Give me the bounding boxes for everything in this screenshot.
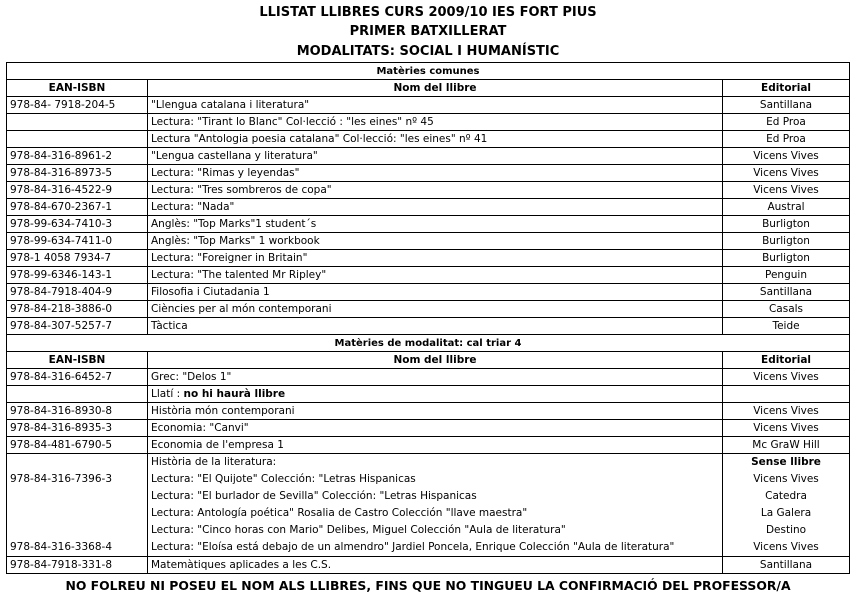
editorial-cell: Vicens Vives [723,182,850,199]
col-header-name: Nom del llibre [148,80,723,97]
col-header-name: Nom del llibre [148,352,723,369]
literature-name: Lectura: "Eloísa está debajo de un almendro" Jardiel Poncela, Enrique Colección "Aula de literatura" [151,541,675,553]
name-cell: Anglès: "Top Marks" 1 workbook [148,233,723,250]
book-row [7,182,850,199]
isbn-cell: 978-99-6346-143-1 [7,267,148,284]
name-cell: Grec: "Delos 1" [148,369,723,386]
title-line-1: LLISTAT LLIBRES CURS 2009/10 IES FORT PIUS [259,5,597,20]
section-modality-row [7,335,850,352]
isbn-spacer [7,454,147,471]
book-row [7,148,850,165]
editorial-cell: Burligton [723,233,850,250]
col-header-isbn: EAN-ISBN [7,352,148,369]
isbn-cell [7,114,148,131]
isbn-cell: 978-99-634-7410-3 [7,216,148,233]
editorial-cell [723,386,850,403]
name-cell: Lectura: "Foreigner in Britain" [148,250,723,267]
isbn-cell: 978-99-634-7411-0 [7,233,148,250]
literature-editorial: Destino [765,524,807,536]
col-header-editorial: Editorial [723,352,850,369]
name-cell: Anglès: "Top Marks"1 student´s [148,216,723,233]
name-cell: Tàctica [148,318,723,335]
editorial-cell: Vicens Vives [723,420,850,437]
book-row [7,165,850,182]
literature-editorial: La Galera [760,507,812,519]
literature-name: Lectura: Antología poética" Rosalia de Castro Colección "llave maestra" [151,507,528,519]
book-row [7,557,850,574]
editorial-cell: Casals [723,301,850,318]
isbn-cell: 978-84-316-4522-9 [7,182,148,199]
literature-isbn-first: 978-84-316-7396-3 [10,473,113,485]
isbn-spacer [7,505,147,522]
isbn-cell: 978-84-316-8935-3 [7,420,148,437]
literature-name: Lectura: "Cinco horas con Mario" Delibes, Miguel Colección "Aula de literatura" [151,524,566,536]
section-common-row [7,63,850,80]
book-row [7,250,850,267]
isbn-cell [7,386,148,403]
editorial-cell: Ed Proa [723,114,850,131]
name-cell: Economia de l'empresa 1 [148,437,723,454]
name-cell: Lectura: "Tirant lo Blanc" Col·lecció : "les eines" nº 45 [148,114,723,131]
isbn-cell: 978-84-316-8930-8 [7,403,148,420]
name-cell: "Lengua castellana y literatura" [148,148,723,165]
book-row [7,114,850,131]
name-cell: Lectura: "Nada" [148,199,723,216]
editorial-cell: Mc GraW Hill [723,437,850,454]
literature-name-cell [148,454,723,557]
literature-isbn-cell [7,454,148,557]
literature-block-row [7,454,850,557]
book-row [7,284,850,301]
literature-isbn-last: 978-84-316-3368-4 [10,541,113,553]
book-row [7,267,850,284]
book-row [7,97,850,114]
isbn-spacer [7,488,147,505]
literature-name: Lectura: "El Quijote" Colección: "Letras Hispanicas [151,473,416,485]
col-header-editorial: Editorial [723,80,850,97]
literature-editorial: Sense llibre [751,456,821,468]
book-row [7,233,850,250]
isbn-cell: 978-84-7918-404-9 [7,284,148,301]
name-cell: Lectura "Antologia poesia catalana" Col·lecció: "les eines" nº 41 [148,131,723,148]
isbn-cell: 978-1 4058 7934-7 [7,250,148,267]
book-row [7,318,850,335]
isbn-cell: 978-84-670-2367-1 [7,199,148,216]
name-cell: "Llengua catalana i literatura" [148,97,723,114]
name-cell: Lectura: "Tres sombreros de copa" [148,182,723,199]
book-row [7,369,850,386]
book-row [7,301,850,318]
book-row [7,403,850,420]
name-cell: Matemàtiques aplicades a les C.S. [148,557,723,574]
footer-notice: NO FOLREU NI POSEU EL NOM ALS LLIBRES, FINS QUE NO TINGUEU LA CONFIRMACIÓ DEL PROFESSOR/A [65,578,791,593]
editorial-cell: Vicens Vives [723,369,850,386]
isbn-cell: 978-84-316-6452-7 [7,369,148,386]
literature-name: Lectura: "El burlador de Sevilla" Colección: "Letras Hispanicas [151,490,477,502]
isbn-cell: 978-84-481-6790-5 [7,437,148,454]
col-header-isbn: EAN-ISBN [7,80,148,97]
title-line-3: MODALITATS: SOCIAL I HUMANÍSTIC [296,44,560,59]
editorial-cell: Penguin [723,267,850,284]
literature-editorial: Vicens Vives [753,541,819,553]
isbn-cell: 978-84-316-8961-2 [7,148,148,165]
book-list-table [6,62,850,574]
editorial-cell: Santillana [723,557,850,574]
latin-no-book: no hi haurà llibre [183,387,286,400]
name-cell: Economia: "Canvi" [148,420,723,437]
literature-editorial-cell [723,454,850,557]
title-line-2: PRIMER BATXILLERAT [349,24,507,39]
editorial-cell: Burligton [723,216,850,233]
isbn-cell: 978-84-7918-331-8 [7,557,148,574]
isbn-cell: 978-84-316-8973-5 [7,165,148,182]
name-cell: Lectura: "Rimas y leyendas" [148,165,723,182]
editorial-cell: Burligton [723,250,850,267]
isbn-cell [7,131,148,148]
editorial-cell: Santillana [723,284,850,301]
book-row [7,420,850,437]
latin-prefix: Llatí : [151,387,181,400]
isbn-cell: 978-84- 7918-204-5 [7,97,148,114]
isbn-cell: 978-84-307-5257-7 [7,318,148,335]
literature-editorial: Catedra [765,490,807,502]
section-common-title: Matèries comunes [7,63,850,80]
book-row [7,216,850,233]
name-cell: Lectura: "The talented Mr Ripley" [148,267,723,284]
header-row [7,80,850,97]
latin-row [7,386,850,403]
editorial-cell: Vicens Vives [723,403,850,420]
literature-name: Història de la literatura: [151,456,277,468]
editorial-cell: Vicens Vives [723,165,850,182]
book-row [7,199,850,216]
editorial-cell: Austral [723,199,850,216]
name-cell [148,386,723,403]
book-row [7,131,850,148]
editorial-cell: Ed Proa [723,131,850,148]
editorial-cell: Vicens Vives [723,148,850,165]
header-row [7,352,850,369]
name-cell: Ciències per al món contemporani [148,301,723,318]
name-cell: Història món contemporani [148,403,723,420]
section-modality-title: Matèries de modalitat: cal triar 4 [7,335,850,352]
literature-editorial: Vicens Vives [753,473,819,485]
book-row [7,437,850,454]
editorial-cell: Santillana [723,97,850,114]
isbn-cell: 978-84-218-3886-0 [7,301,148,318]
editorial-cell: Teide [723,318,850,335]
isbn-spacer [7,522,147,539]
name-cell: Filosofia i Ciutadania 1 [148,284,723,301]
